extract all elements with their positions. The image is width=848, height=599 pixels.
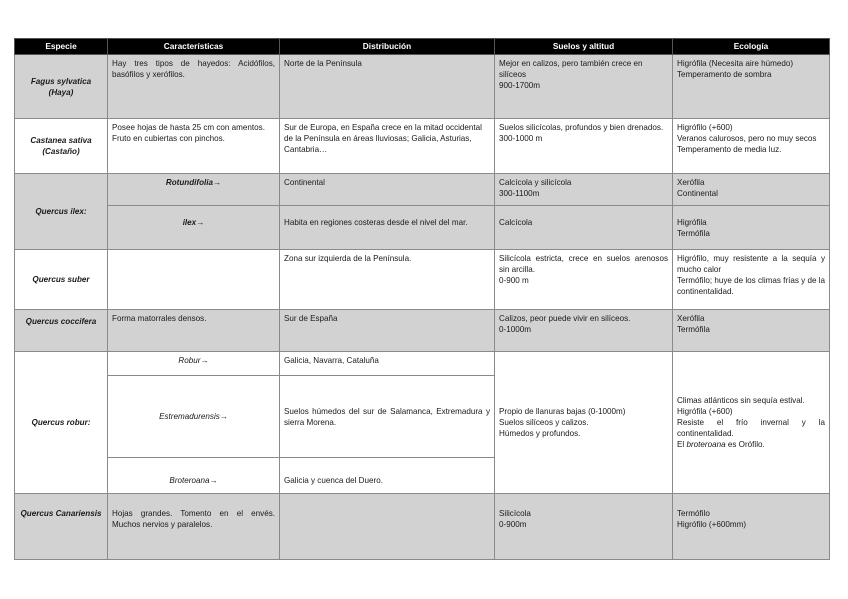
- text-line: Climas atlánticos sin sequía estival.: [677, 396, 805, 405]
- species-name: Castanea sativa: [30, 136, 92, 145]
- text-line: 300-1000 m: [499, 134, 543, 143]
- header-distribucion: Distribución: [280, 39, 495, 55]
- species-cell: [15, 55, 108, 119]
- text-line: Veranos calurosos, pero no muy secos: [677, 134, 817, 143]
- suelos-cell: [495, 250, 673, 310]
- species-cell: [15, 119, 108, 174]
- distribucion-cell: Continental: [280, 174, 495, 206]
- text-line: Higrófilo (+600mm): [677, 520, 747, 529]
- text-line: 0-900 m: [499, 276, 529, 285]
- suelos-cell: [495, 352, 673, 494]
- suelos-cell: [495, 119, 673, 174]
- table-row: [15, 55, 830, 119]
- header-ecologia: Ecología: [673, 39, 830, 55]
- text-line: Mejor en calizos, pero también crece en silíceos: [499, 59, 643, 79]
- text-line: Silicícola: [499, 509, 531, 518]
- text-line: Termófilo; huye de los climas frías y de la continentalidad.: [677, 276, 825, 296]
- species-cell: Quercus robur:: [15, 352, 108, 494]
- text-line: Termófila: [677, 325, 710, 334]
- text-line: Termófila: [677, 229, 710, 238]
- text-line: Continental: [677, 189, 718, 198]
- ecologia-cell: [673, 352, 830, 494]
- subspecies-ilex: ilex→: [108, 206, 280, 250]
- table-row: [15, 206, 830, 250]
- table-row: [15, 250, 830, 310]
- ecologia-cell: [673, 119, 830, 174]
- text-line: Temperamento de media luz.: [677, 145, 782, 154]
- suelos-cell: [495, 55, 673, 119]
- text-line: Xerófila: [677, 314, 705, 323]
- subspecies-broteroana: Broteroana→: [108, 458, 280, 494]
- species-cell: Quercus coccifera: [15, 310, 108, 352]
- species-cell: Quercus suber: [15, 250, 108, 310]
- text-line: Húmedos y profundos.: [499, 429, 581, 438]
- text-line: 0-1000m: [499, 325, 531, 334]
- text-line: Higrófila: [677, 218, 707, 227]
- text-line: Suelos silíceos y calizos.: [499, 418, 589, 427]
- distribucion-cell: Suelos húmedos del sur de Salamanca, Extremadura y sierra Morena.: [280, 376, 495, 458]
- text-line: Resiste el frío invernal y la continentalidad.: [677, 418, 825, 438]
- ecologia-cell: [673, 494, 830, 560]
- header-caracteristicas: Características: [108, 39, 280, 55]
- text-line: Propio de llanuras bajas (0-1000m): [499, 407, 626, 416]
- text-line: Calizos, peor puede vivir en silíceos.: [499, 314, 631, 323]
- text-line: Higrófila (+600): [677, 407, 733, 416]
- text-fragment: El: [677, 440, 687, 449]
- subspecies-estremadurensis: Estremadurensis→: [108, 376, 280, 458]
- distribucion-cell: Zona sur izquierda de la Península.: [280, 250, 495, 310]
- caracteristicas-cell: Forma matorrales densos.: [108, 310, 280, 352]
- text-line: 0-900m: [499, 520, 527, 529]
- text-line: Higrófilo, muy resistente a la sequía y mucho calor: [677, 254, 825, 274]
- text-fragment: es Orófilo.: [725, 440, 765, 449]
- subspecies-rotundifolia: Rotundifolia→: [108, 174, 280, 206]
- distribucion-cell: Galicia, Navarra, Cataluña: [280, 352, 495, 376]
- text-line: 300-1100m: [499, 189, 540, 198]
- table-row: [15, 174, 830, 206]
- distribucion-cell: Galicia y cuenca del Duero.: [280, 458, 495, 494]
- table-header-row: [15, 39, 830, 55]
- text-line: Higrófilo (+600): [677, 123, 733, 132]
- ecologia-cell: [673, 310, 830, 352]
- caracteristicas-cell: [108, 250, 280, 310]
- distribucion-cell: [280, 494, 495, 560]
- suelos-cell: [495, 310, 673, 352]
- common-name: (Haya): [48, 87, 74, 97]
- text-line: 900-1700m: [499, 81, 540, 90]
- table-row: [15, 494, 830, 560]
- text-line: Suelos silicícolas, profundos y bien drenados.: [499, 123, 664, 132]
- text-line: Xerófila: [677, 178, 705, 187]
- table-row: [15, 352, 830, 376]
- species-cell: Quercus Canariensis: [15, 494, 108, 560]
- distribucion-cell: Norte de la Península: [280, 55, 495, 119]
- ecologia-cell: [673, 174, 830, 206]
- species-name: Fagus sylvatica: [30, 76, 92, 86]
- common-name: (Castaño): [42, 147, 80, 156]
- text-line: Higrófila (Necesita aire húmedo): [677, 59, 794, 68]
- text-line: Fruto en cubiertas con pinchos.: [112, 134, 225, 143]
- ecologia-cell: [673, 206, 830, 250]
- species-cell: Quercus ilex:: [15, 174, 108, 250]
- header-suelos: Suelos y altitud: [495, 39, 673, 55]
- caracteristicas-cell: Hojas grandes. Tomento en el envés. Muchos nervios y paralelos.: [108, 494, 280, 560]
- text-line: Temperamento de sombra: [677, 70, 772, 79]
- ecologia-cell: [673, 55, 830, 119]
- suelos-cell: [495, 174, 673, 206]
- caracteristicas-cell: [108, 119, 280, 174]
- text-line: Termófilo: [677, 509, 710, 518]
- distribucion-cell: Habita en regiones costeras desde el nivel del mar.: [280, 206, 495, 250]
- ecologia-cell: [673, 250, 830, 310]
- caracteristicas-cell: Hay tres tipos de hayedos: Acidófilos, basófilos y xerófilos.: [108, 55, 280, 119]
- text-line: Calcícola y silicícola: [499, 178, 572, 187]
- table-row: [15, 310, 830, 352]
- species-table: [14, 38, 830, 560]
- text-line: [677, 439, 825, 450]
- text-line: Posee hojas de hasta 25 cm con amentos.: [112, 123, 265, 132]
- distribucion-cell: Sur de Europa, en España crece en la mitad occidental de la Península en áreas lluviosas; Galicia, Asturias, Cantabria…: [280, 119, 495, 174]
- table-row: [15, 119, 830, 174]
- suelos-cell: Calcícola: [495, 206, 673, 250]
- distribucion-cell: Sur de España: [280, 310, 495, 352]
- subspecies-robur: Robur→: [108, 352, 280, 376]
- text-fragment: broteroana: [686, 440, 726, 449]
- header-especie: Especie: [15, 39, 108, 55]
- text-line: Silicícola estricta, crece en suelos arenosos sin arcilla.: [499, 254, 668, 274]
- suelos-cell: [495, 494, 673, 560]
